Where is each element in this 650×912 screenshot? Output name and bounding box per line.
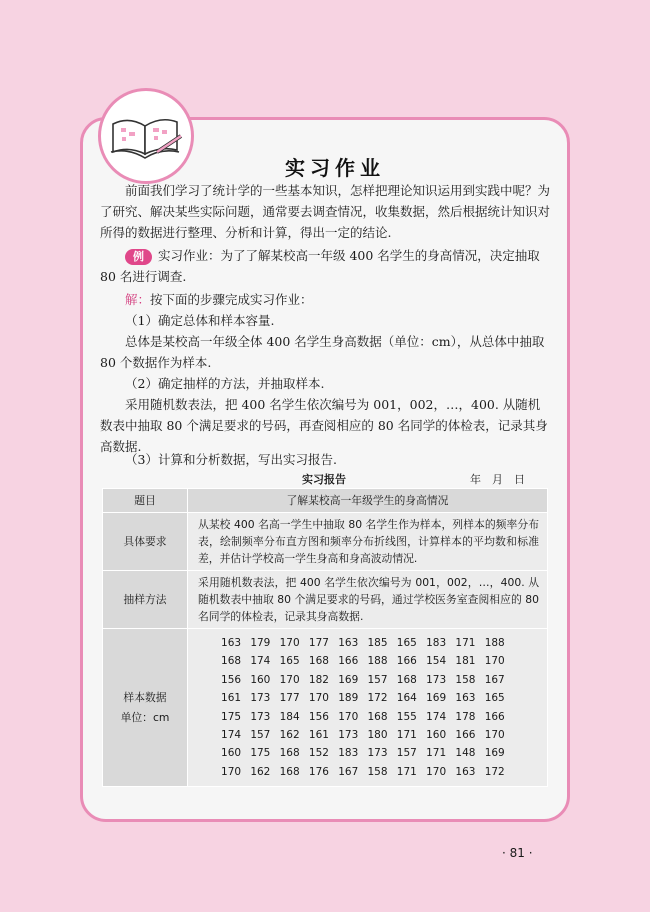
report-date: 年 月 日 — [470, 473, 525, 486]
sample-value: 184 — [279, 710, 300, 723]
step-2: （2）确定抽样的方法，并抽取样本. — [125, 376, 325, 391]
sample-value: 174 — [250, 655, 271, 668]
sample-value: 152 — [308, 747, 329, 760]
sample-value: 172 — [484, 765, 505, 778]
sample-value: 170 — [308, 692, 329, 705]
sample-value: 156 — [221, 673, 242, 686]
report-table — [102, 488, 548, 787]
row-label: 具体要求 — [103, 513, 188, 571]
sample-value: 163 — [221, 637, 242, 649]
sample-data-cell — [188, 629, 548, 787]
sample-value: 168 — [279, 747, 300, 760]
step-1-detail: 总体是某校高一年级全体 400 名学生身高数据（单位：cm），从总体中抽取 80 个数据作为样本. — [100, 334, 545, 370]
sample-value: 173 — [338, 729, 359, 742]
sample-value: 162 — [279, 729, 300, 742]
sample-value: 167 — [338, 765, 359, 778]
sample-value: 172 — [367, 692, 388, 705]
sample-value: 160 — [221, 747, 242, 760]
sample-value: 163 — [338, 637, 359, 649]
sample-value: 166 — [484, 710, 505, 723]
sample-value: 179 — [250, 637, 271, 649]
sample-value: 175 — [221, 710, 242, 723]
row-value: 了解某校高一年级学生的身高情况 — [188, 489, 548, 513]
sample-value: 188 — [484, 637, 505, 649]
solution-text: 按下面的步骤完成实习作业： — [150, 292, 313, 307]
sample-value: 158 — [367, 765, 388, 778]
sample-value: 168 — [396, 673, 417, 686]
sample-value: 157 — [396, 747, 417, 760]
table-row — [103, 513, 548, 571]
sample-value: 168 — [308, 655, 329, 668]
example-text: 实习作业：为了了解某校高一年级 400 名学生的身高情况，决定抽取 80 名进行调查. — [100, 248, 540, 284]
sample-value: 160 — [426, 729, 447, 742]
sample-value: 155 — [396, 710, 417, 723]
sample-value: 169 — [426, 692, 447, 705]
sample-value: 166 — [396, 655, 417, 668]
sample-label — [103, 629, 188, 787]
sample-value: 170 — [221, 765, 242, 778]
sample-value: 163 — [455, 692, 476, 705]
sample-value: 157 — [250, 729, 271, 742]
sample-value: 174 — [221, 729, 242, 742]
sample-value: 168 — [279, 765, 300, 778]
sample-value: 170 — [279, 637, 300, 649]
solution-label: 解： — [125, 292, 151, 307]
sample-label-line-2: 单位：cm — [120, 710, 170, 724]
example-paragraph — [100, 245, 552, 287]
sample-value: 171 — [455, 637, 476, 649]
sample-value: 167 — [484, 673, 505, 686]
sample-value: 170 — [484, 655, 505, 668]
sample-value: 158 — [455, 673, 476, 686]
sample-value: 169 — [484, 747, 505, 760]
sample-value: 173 — [367, 747, 388, 760]
sample-value: 165 — [396, 637, 417, 649]
sample-value: 173 — [426, 673, 447, 686]
sample-value: 177 — [308, 637, 329, 649]
sample-value: 160 — [250, 673, 271, 686]
page-number: · 81 · — [502, 846, 533, 860]
step-1: （1）确定总体和样本容量. — [125, 313, 275, 328]
sample-value: 165 — [484, 692, 505, 705]
row-label: 题目 — [103, 489, 188, 513]
intro-paragraph: 前面我们学习了统计学的一些基本知识，怎样把理论知识运用到实践中呢？为了研究、解决某些实际问题，通常要去调查情况，收集数据，然后根据统计知识对所得的数据进行整理、分析和计算，得出一定的结论. — [100, 183, 551, 240]
sample-value: 161 — [221, 692, 242, 705]
solution-paragraph — [100, 289, 552, 310]
sample-value: 171 — [396, 765, 417, 778]
sample-value: 177 — [279, 692, 300, 705]
sample-value: 165 — [279, 655, 300, 668]
sample-value: 170 — [279, 673, 300, 686]
sample-value: 157 — [367, 673, 388, 686]
sample-value: 173 — [250, 710, 271, 723]
sample-value: 178 — [455, 710, 476, 723]
sample-value: 163 — [455, 765, 476, 778]
table-row — [103, 629, 548, 787]
sample-value: 183 — [338, 747, 359, 760]
example-badge: 例 — [125, 249, 152, 265]
sample-value: 175 — [250, 747, 271, 760]
sample-value: 173 — [250, 692, 271, 705]
sample-value: 170 — [484, 729, 505, 742]
sample-value: 170 — [426, 765, 447, 778]
sample-value: 188 — [367, 655, 388, 668]
sample-value: 183 — [426, 637, 447, 649]
row-value: 采用随机数表法，把 400 名学生依次编号为 001，002，…，400. 从随机数表中抽取 80 个满足要求的号码，通过学校医务室查阅相应的 80 名同学的体检表，记录其身高数据. — [188, 571, 548, 629]
row-label: 抽样方法 — [103, 571, 188, 629]
sample-value: 189 — [338, 692, 359, 705]
sample-value: 162 — [250, 765, 271, 778]
sample-value: 154 — [426, 655, 447, 668]
sample-value: 148 — [455, 747, 476, 760]
sample-value: 170 — [338, 710, 359, 723]
sample-value: 168 — [367, 710, 388, 723]
sample-value: 180 — [367, 729, 388, 742]
sample-value: 169 — [338, 673, 359, 686]
row-value: 从某校 400 名高一学生中抽取 80 名学生作为样本，列样本的频率分布表，绘制频率分布直方图和频率分布折线图，计算样本的平均数和标准差，并估计学校高一学生身高和身高波动情况. — [188, 513, 548, 571]
sample-value: 156 — [308, 710, 329, 723]
step-2-detail: 采用随机数表法，把 400 名学生依次编号为 001，002，…，400. 从随机数表中抽取 80 个满足要求的号码，再查阅相应的 80 名同学的体检表，记录其身高数据. — [100, 397, 548, 454]
page-title: 实习作业 — [285, 156, 385, 180]
sample-value: 174 — [426, 710, 447, 723]
sample-label-line-1: 样本数据 — [123, 690, 167, 704]
sample-value: 171 — [396, 729, 417, 742]
sample-value: 168 — [221, 655, 242, 668]
report-title: 实习报告 — [302, 473, 346, 486]
table-row — [103, 571, 548, 629]
sample-value: 166 — [455, 729, 476, 742]
sample-value: 164 — [396, 692, 417, 705]
step-3: （3）计算和分析数据，写出实习报告. — [125, 452, 337, 467]
sample-value: 181 — [455, 655, 476, 668]
sample-value: 176 — [308, 765, 329, 778]
sample-data-grid — [192, 634, 543, 781]
sample-value: 185 — [367, 637, 388, 649]
sample-value: 161 — [308, 729, 329, 742]
sample-value: 171 — [426, 747, 447, 760]
table-row — [103, 489, 548, 513]
sample-value: 182 — [308, 673, 329, 686]
sample-value: 166 — [338, 655, 359, 668]
